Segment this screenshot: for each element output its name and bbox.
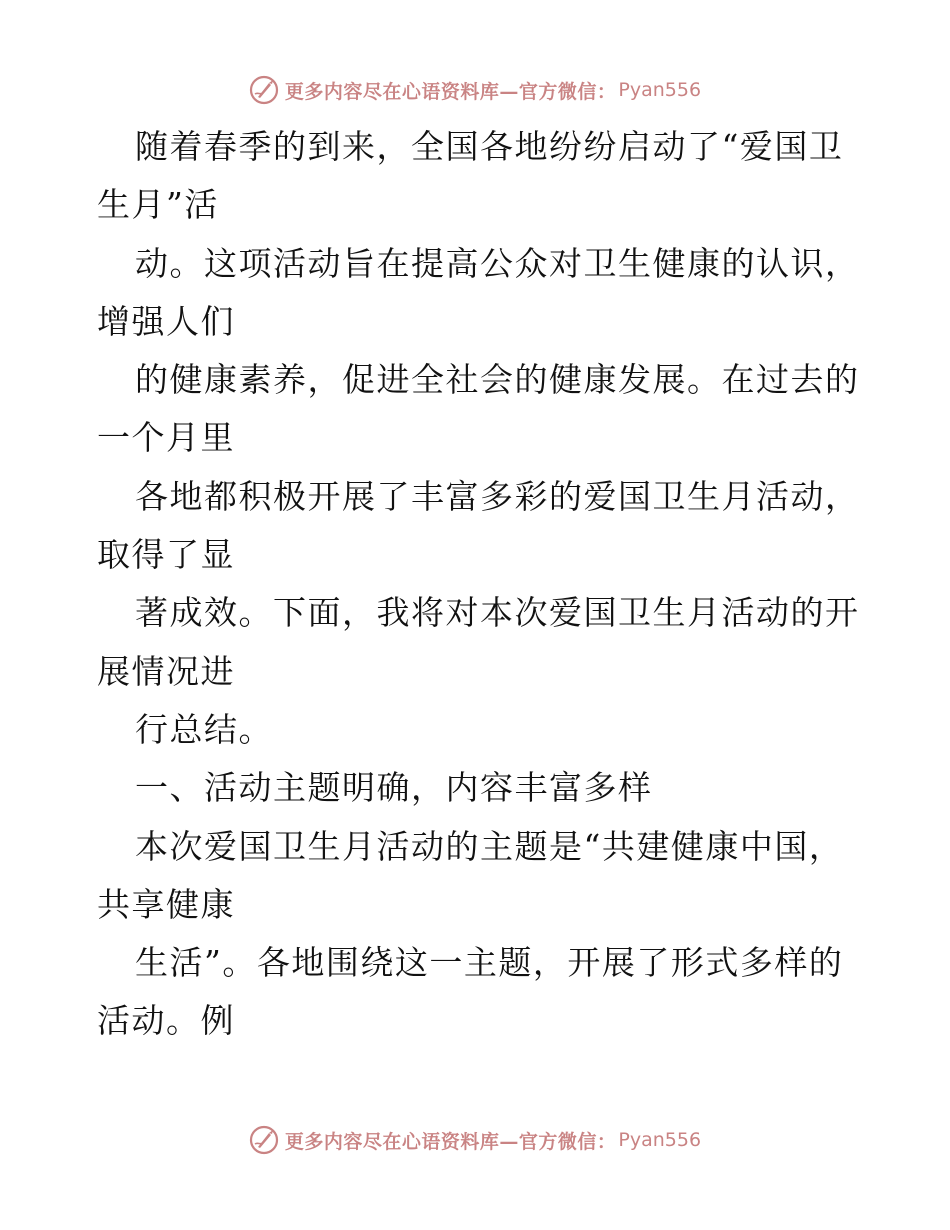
quill-logo-icon (249, 75, 279, 105)
header-wechat-id: Pyan556 (618, 79, 702, 101)
body-line: 生活”。各地围绕这一主题，开展了形式多样的 (135, 943, 844, 983)
body-line: 行总结。 (135, 709, 273, 749)
header-site-text: 更多内容尽在心语资料库—官方微信： (284, 80, 617, 103)
body-line: 共享健康 (97, 884, 235, 924)
document-body (97, 118, 877, 1051)
header-banner (0, 70, 950, 110)
body-line: 活动。例 (97, 1001, 235, 1041)
body-line: 增强人们 (97, 301, 235, 341)
body-line: 展情况进 (97, 651, 235, 691)
footer-banner (0, 1120, 950, 1160)
body-line: 随着春季的到来，全国各地纷纷启动了“爱国卫 (135, 127, 844, 166)
body-line: 生月”活 (97, 185, 219, 225)
body-line: 动。这项活动旨在提高公众对卫生健康的认识， (135, 243, 860, 283)
body-line: 一个月里 (97, 418, 235, 458)
footer-wechat-id: Pyan556 (618, 1129, 702, 1151)
footer-site-text: 更多内容尽在心语资料库—官方微信： (284, 1130, 617, 1153)
body-line: 各地都积极开展了丰富多彩的爱国卫生月活动， (135, 476, 860, 516)
section-heading: 一、活动主题明确，内容丰富多样 (135, 768, 653, 808)
body-line: 取得了显 (97, 535, 235, 575)
body-line: 的健康素养，促进全社会的健康发展。在过去的 (135, 360, 860, 400)
quill-logo-icon (249, 1125, 279, 1155)
body-line: 本次爱国卫生月活动的主题是“共建健康中国， (135, 826, 844, 866)
body-line: 著成效。下面，我将对本次爱国卫生月活动的开 (135, 593, 860, 633)
